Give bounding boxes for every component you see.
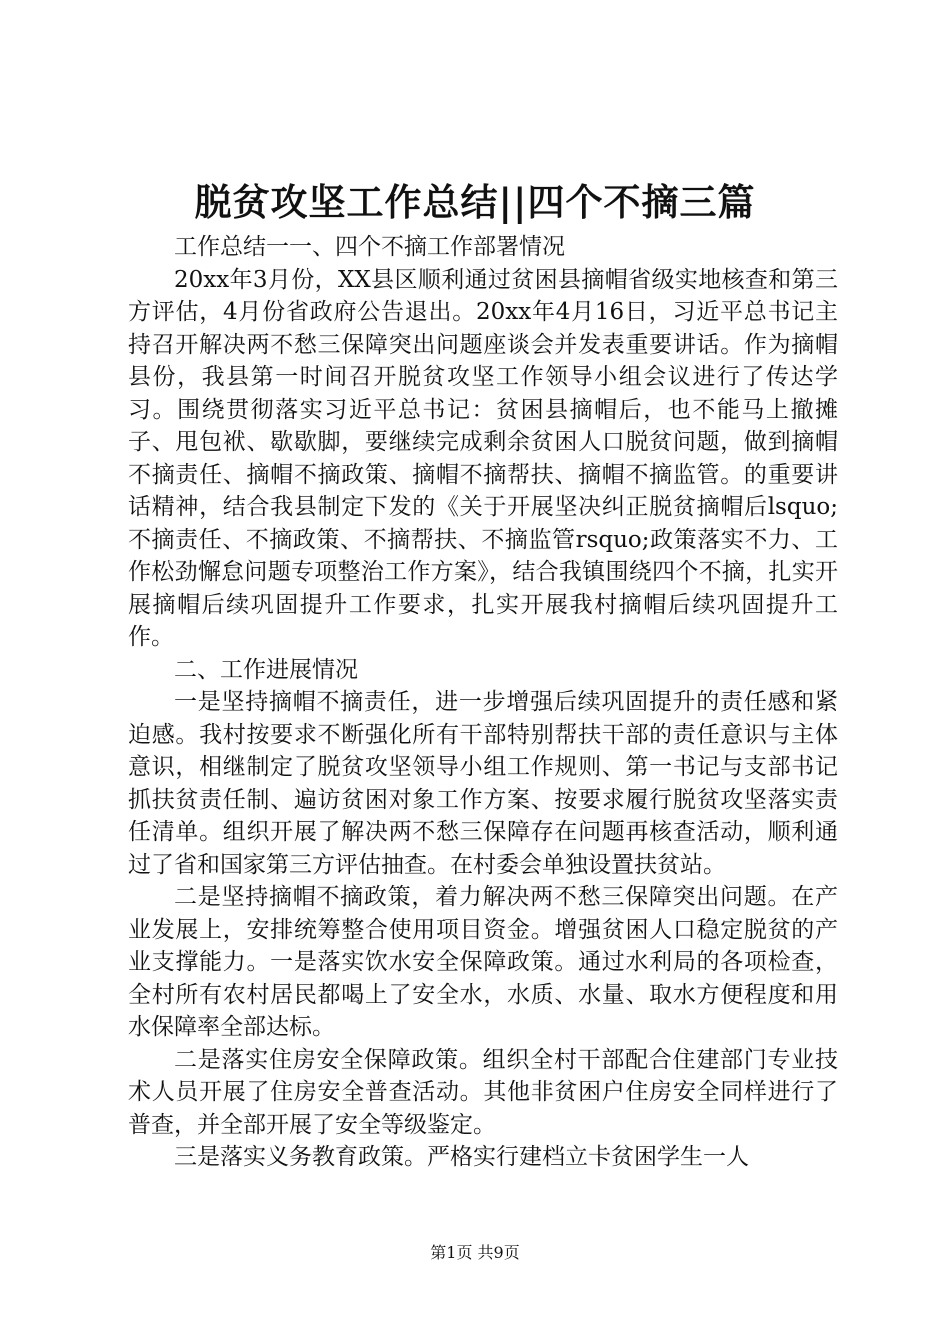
document-body	[128, 231, 838, 1174]
paragraph-education: 三是落实义务教育政策。严格实行建档立卡贫困学生一人	[174, 1144, 749, 1170]
paragraph-housing: 二是落实住房安全保障政策。组织全村干部配合住建部门专业技术人员开展了住房安全普查活动。其他非贫困户住房安全同样进行了普查，并全部开展了安全等级鉴定。	[128, 1046, 838, 1138]
paragraph-section-heading-2: 二、工作进展情况	[174, 656, 358, 683]
paragraph-responsibility: 一是坚持摘帽不摘责任，进一步增强后续巩固提升的责任感和紧迫感。我村按要求不断强化所有干部特别帮扶干部的责任意识与主体意识，相继制定了脱贫攻坚领导小组工作规则、第一书记与支部书记抓扶贫责任制、遍访贫困对象工作方案、按要求履行脱贫攻坚落实责任清单。组织开展了解决两不愁三保障存在问题再核查活动，顺利通过了省和国家第三方评估抽查。在村委会单独设置扶贫站。	[128, 689, 838, 878]
paragraph-background: 20xx年3月份，XX县区顺利通过贫困县摘帽省级实地核查和第三方评估，4月份省政府公告退出。20xx年4月16日，习近平总书记主持召开解决两不愁三保障突出问题座谈会并发表重要讲话。作为摘帽县份，我县第一时间召开脱贫攻坚工作领导小组会议进行了传达学习。围绕贯彻落实习近平总书记：贫困县摘帽后，也不能马上撤摊子、甩包袱、歇歇脚，要继续完成剩余贫困人口脱贫问题，做到摘帽不摘责任、摘帽不摘政策、摘帽不摘帮扶、摘帽不摘监管。的重要讲话精神，结合我县制定下发的《关于开展坚决纠正脱贫摘帽后lsquo;不摘责任、不摘政策、不摘帮扶、不摘监管rsquo;政策落实不力、工作松劲懈怠问题专项整治工作方案》，结合我镇围绕四个不摘，扎实开展摘帽后续巩固提升工作要求，扎实开展我村摘帽后续巩固提升工作。	[128, 266, 838, 650]
page-number-footer: 第1页 共9页	[430, 1243, 520, 1262]
document-title: 脱贫攻坚工作总结||四个不摘三篇	[194, 180, 756, 224]
paragraph-policy: 二是坚持摘帽不摘政策，着力解决两不愁三保障突出问题。在产业发展上，安排统筹整合使用项目资金。增强贫困人口稳定脱贫的产业支撑能力。一是落实饮水安全保障政策。通过水利局的各项检查，全村所有农村居民都喝上了安全水，水质、水量、取水方便程度和用水保障率全部达标。	[128, 884, 838, 1040]
paragraph-section-heading-1: 工作总结一一、四个不摘工作部署情况	[174, 234, 565, 260]
